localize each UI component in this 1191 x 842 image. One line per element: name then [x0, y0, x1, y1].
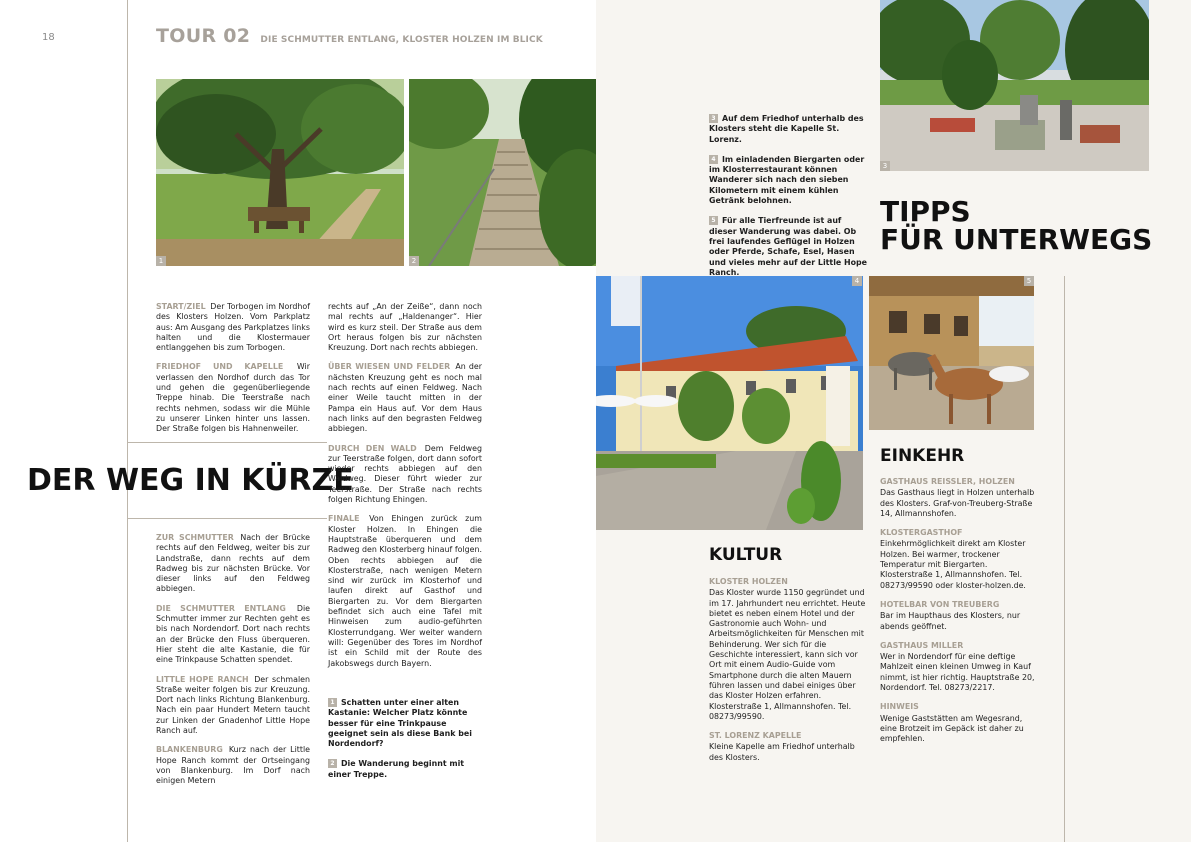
route-label: FRIEDHOF UND KAPELLE	[156, 362, 284, 372]
route-label: BLANKENBURG	[156, 745, 223, 755]
caption-text: Die Wanderung beginnt mit einer Treppe.	[328, 759, 465, 779]
route-text: Von Ehingen zurück zum Kloster Holzen. In Ehingen die Hauptstraße überqueren und dem Radweg den Klosterberg hinauf folgen. Oben rechts abbiegen auf die Klosterstraße, nach wenigen Metern sind wir zurück im Klosterhof und laufen direkt auf Gasthof und Biergarten zu. Vor dem Biergarten befindet sich auch eine Tafel mit Hinweisen zum audio-geführten Klosterrundgang. Wer weiter wandern will: Gegenüber des Tores im Nordhof ist ein Schild mit der Route des Jakobswegs durch Bayern.	[328, 514, 482, 668]
photo-chestnut-tree	[156, 79, 404, 266]
kultur-entries	[709, 577, 867, 772]
einkehr-title: EINKEHR	[880, 446, 965, 466]
photo-stairs	[409, 79, 596, 266]
kultur-title: KULTUR	[709, 545, 783, 565]
route-text: Dem Feldweg zur Teerstraße folgen, dort dann sofort wieder rechts abbiegen auf den Waldweg. Dieser führt wieder zur Teerstraße. Der Straße nach rechts folgen Richtung Ehingen.	[328, 443, 482, 505]
einkehr-entry	[880, 702, 1040, 744]
route-text: Der Torbogen im Nordhof des Klosters Holzen. Vom Parkplatz aus: Am Ausgang des Parkplatzes links halten und die Klostermauer entlanggehen bis zum Torbogen.	[156, 302, 310, 353]
photo-label-3: 3	[880, 161, 890, 171]
caption-text: Schatten unter einer alten Kastanie: Welcher Platz könnte besser für eine Trinkpause geeignet sein als diese Bank bei Nordendorf?	[328, 698, 472, 749]
caption-text: Auf dem Friedhof unterhalb des Klosters steht die Kapelle St. Lorenz.	[709, 114, 864, 144]
route-column-2	[328, 302, 482, 678]
route-paragraph	[156, 675, 310, 737]
caption-text: Für alle Tierfreunde ist auf dieser Wanderung was dabei. Ob frei laufendes Geflügel in Holzen oder Pferde, Schafe, Esel, Hasen und vieles mehr auf der Little Hope Ranch.	[709, 216, 868, 277]
entry-title: HOTELBAR VON TREUBERG	[880, 599, 1000, 609]
route-label: START/ZIEL	[156, 302, 206, 311]
photo-cemetery	[880, 0, 1149, 171]
route-text: Nach der Brücke rechts auf den Feldweg, weiter bis zur Landstraße, dann rechts auf dem Radweg bis zur nächsten Brücke. Vor dieser links auf den Feldweg abbiegen.	[156, 533, 310, 594]
einkehr-entry	[880, 641, 1040, 693]
einkehr-entry	[880, 600, 1040, 632]
caption-number: 5	[709, 216, 718, 225]
route-text: Wir verlassen den Nordhof durch das Tor und gehen die gegenüberliegende Treppe hinab. Die Teerstraße nach rechts nehmen, sodass wir die Mühle zu unserer Linken hinter uns lassen. Der Straße folgen bis Hahnenweiler.	[156, 362, 310, 434]
photo-caption	[709, 155, 869, 206]
route-column-1-top	[156, 302, 310, 444]
caption-number: 1	[328, 698, 337, 707]
entry-text: Wenige Gaststätten am Wegesrand, eine Brotzeit im Gepäck ist daher zu empfehlen.	[880, 713, 1024, 744]
route-label: DURCH DEN WALD	[328, 443, 417, 453]
route-paragraph	[328, 514, 482, 668]
entry-text: Das Kloster wurde 1150 gegründet und im 17. Jahrhundert neu errichtet. Heute bietet es neben einem Hotel und der Gastronomie auch Wohn- und Arbeitsmöglichkeiten für Menschen mit Behinderung. Wer sich für die Geschichte interessiert, kann sich vor Ort mit einem Audio-Guide vom Smartphone durch die alten Mauern führen lassen und dabei einiges über das Kloster Holzen erfahren. Klosterstraße 1, Allmannshofen. Tel. 08273/99590.	[709, 588, 866, 721]
route-paragraph	[328, 302, 482, 353]
entry-title: KLOSTER HOLZEN	[709, 577, 788, 586]
caption-number: 4	[709, 155, 718, 164]
entry-title: GASTHAUS REISSLER, HOLZEN	[880, 477, 1015, 486]
photo-caption	[328, 759, 482, 780]
left-margin-rule	[127, 0, 128, 842]
entry-title: HINWEIS	[880, 702, 919, 712]
entry-text: Bar im Haupthaus des Klosters, nur abends geöffnet.	[880, 611, 1021, 631]
route-text: Die Schmutter immer zur Rechten geht es bis nach Nordendorf. Dort nach rechts an der Brücke den Fluss überqueren. Hier steht die alte Kastanie, die für eine Trinkpause Schatten spendet.	[156, 603, 310, 665]
photo-caption	[709, 114, 869, 145]
einkehr-entry	[880, 477, 1040, 519]
caption-text: Im einladenden Biergarten oder im Klosterrestaurant können Wanderer sich nach den sieben Kilometern mit einem kühlen Getränk belohnen.	[709, 154, 865, 206]
photo-caption	[709, 216, 869, 278]
photo-monastery-courtyard	[596, 276, 863, 530]
route-column-1-bottom	[156, 533, 310, 796]
entry-text: Kleine Kapelle am Friedhof unterhalb des Klosters.	[709, 742, 855, 762]
photo-label-4: 4	[852, 276, 862, 286]
einkehr-entries	[880, 477, 1040, 754]
route-label: DIE SCHMUTTER ENTLANG	[156, 603, 286, 613]
route-label: LITTLE HOPE RANCH	[156, 674, 249, 684]
photo-donkey-pony	[869, 276, 1034, 430]
caption-number: 3	[709, 114, 718, 123]
route-paragraph	[328, 362, 482, 434]
entry-title: KLOSTERGASTHOF	[880, 528, 963, 538]
entry-title: ST. LORENZ KAPELLE	[709, 731, 802, 741]
captions-right	[709, 114, 869, 288]
headline-weg-in-kuerze: DER WEG IN KÜRZE	[27, 463, 354, 498]
kultur-entry	[709, 731, 867, 763]
photo-caption	[328, 698, 482, 749]
route-text: Der schmalen Straße weiter folgen bis zur Kreuzung. Dort nach links Richtung Blankenburg. Nach ein paar Hundert Metern taucht zur Linken der Gnadenhof Little Hope Ranch auf.	[156, 674, 310, 736]
page-number: 18	[42, 32, 55, 43]
photo-label-5: 5	[1024, 276, 1034, 286]
photo-label-1: 1	[156, 256, 166, 266]
route-text: An der nächsten Kreuzung geht es noch mal nach rechts auf einen Feldweg. Nach einer Weile taucht mitten in der Pampa ein Haus auf. Vor dem Haus nach links auf den begrasten Feldweg abbiegen.	[328, 362, 482, 434]
entry-title: GASTHAUS MILLER	[880, 640, 964, 650]
einkehr-entry	[880, 528, 1040, 591]
captions-left	[328, 698, 482, 790]
kultur-entry	[709, 577, 867, 722]
headline-tipps-line1: TIPPS	[880, 195, 971, 228]
route-label: FINALE	[328, 514, 360, 524]
route-paragraph	[156, 362, 310, 434]
route-paragraph	[156, 533, 310, 595]
route-paragraph	[156, 302, 310, 353]
tour-subtitle: DIE SCHMUTTER ENTLANG, KLOSTER HOLZEN IM BLICK	[260, 35, 543, 45]
right-margin-rule	[1064, 276, 1065, 842]
photo-label-2: 2	[409, 256, 419, 266]
headline-tipps-line2: FÜR UNTERWEGS	[880, 223, 1153, 256]
entry-text: Das Gasthaus liegt in Holzen unterhalb des Klosters. Graf-von-Treuberg-Straße 14, Allmannshofen.	[880, 488, 1035, 518]
route-label: ZUR SCHMUTTER	[156, 533, 234, 542]
headline-rule-bottom	[127, 518, 327, 519]
route-paragraph	[156, 745, 310, 786]
route-paragraph	[156, 604, 310, 666]
headline-tipps	[880, 195, 1153, 256]
route-text: Kurz nach der Little Hope Ranch kommt der Ortseingang von Blankenburg. Im Dorf nach einigen Metern	[156, 745, 310, 786]
tour-header	[156, 25, 543, 47]
route-text: rechts auf „An der Zeiße“, dann noch mal rechts auf „Haldenanger“. Hier wird es kurz steil. Der Straße aus dem Ort heraus folgen bis zur nächsten Kreuzung. Dort nach rechts abbiegen.	[328, 302, 482, 353]
caption-number: 2	[328, 759, 337, 768]
entry-text: Einkehrmöglichkeit direkt am Kloster Holzen. Bei warmer, trockener Temperatur mit Biergarten. Klosterstraße 1, Allmannshofen. Tel. 08273/99590 oder kloster-holzen.de.	[880, 539, 1026, 590]
route-paragraph	[328, 444, 482, 506]
route-label: ÜBER WIESEN UND FELDER	[328, 362, 451, 372]
entry-text: Wer in Nordendorf für eine deftige Mahlzeit einen kleinen Umweg in Kauf nimmt, ist hier richtig. Hauptstraße 20, Nordendorf. Tel. 08273/2217.	[880, 652, 1035, 693]
tour-number: TOUR 02	[156, 25, 251, 47]
